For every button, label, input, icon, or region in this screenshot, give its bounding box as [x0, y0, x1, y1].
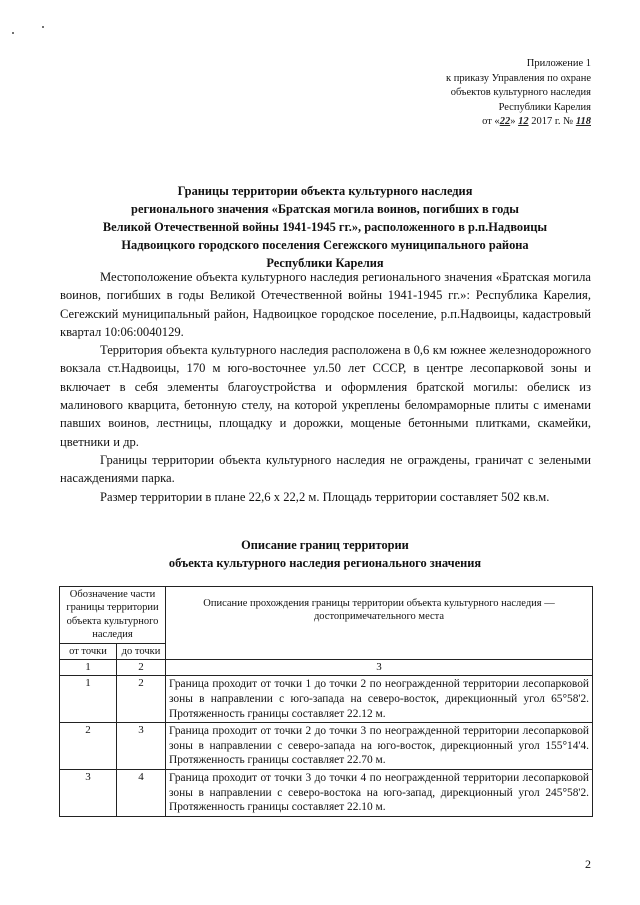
cell-to: 3 [117, 723, 166, 770]
appendix-line: Республики Карелия [498, 101, 591, 113]
handwritten-number: 118 [575, 116, 591, 127]
cell-from: 2 [60, 723, 117, 770]
section-title [60, 536, 590, 572]
table-row [60, 676, 593, 723]
section-title-line: Описание границ территории [241, 538, 409, 552]
appendix-line: Приложение 1 [526, 58, 591, 69]
section-title-line: объекта культурного наследия регионального значения [168, 556, 482, 570]
header-boundary-part: Обозначение части границы территории объекта культурного наследия [60, 587, 166, 644]
page-number: 2 [585, 857, 591, 871]
handwritten-day: 22 [499, 116, 511, 127]
table-header-row [60, 587, 593, 644]
title-line: Надвоицкого городского поселения Сегежского муниципального района [121, 238, 529, 252]
paragraph-size: Размер территории в плане 22,6 х 22,2 м. Площадь территории составляет 502 кв.м. [100, 489, 550, 504]
paragraph-borders: Границы территории объекта культурного наследия не ограждены, граничат с зелеными насаждениями парка. [60, 452, 591, 486]
table-row [60, 723, 593, 770]
header-from-point: от точки [60, 643, 117, 659]
column-number: 1 [60, 660, 117, 676]
title-line: Великой Отечественной войны 1941-1945 гг.», расположенного в р.п.Надвоицы [102, 220, 548, 234]
table-row [60, 770, 593, 817]
scan-speck [12, 32, 14, 34]
date-year: 2017 г. № [528, 116, 576, 127]
title-line: регионального значения «Братская могила воинов, погибших в годы [131, 202, 519, 216]
appendix-line: объектов культурного наследия [450, 87, 591, 98]
cell-description: Граница проходит от точки 3 до точки 4 по неогражденной территории лесопарковой зоны в направлении с северо-востока на юго-запад, дирекционный угол 245°58'2. Протяженность границы составляет 22.10 м. [166, 770, 593, 817]
date-prefix: от « [482, 116, 500, 127]
paragraph-location: Местоположение объекта культурного наследия регионального значения «Братская могила воинов, погибших в годы Великой Отечественной войны 1941-1945 гг.»: Республика Карелия, Сегежский муниципальный район, Надвоицкое городское поселение, р.п.Надвоицы, кадастровый квартал 10:06:0040129. [60, 270, 591, 339]
appendix-note [361, 57, 591, 130]
table-column-numbers [60, 660, 593, 676]
cell-from: 3 [60, 770, 117, 817]
paragraph-territory: Территория объекта культурного наследия расположена в 0,6 км южнее железнодорожного вокзала ст.Надвоицы, 170 м юго-восточнее ул.50 лет СССР, в центре лесопарковой зоны и включает в себя элементы благоустройства и оформления братской могилы: обелиск из малинового кварцита, бетонную стелу, на которой укреплены беломраморные плиты с именами павших воинов, лестницы, площадку и дорожки, мощеные бетонными плитками, скамейки, цветники и др. [60, 343, 591, 449]
title-line: Республики Карелия [266, 256, 384, 270]
header-description: Описание прохождения границы территории объекта культурного наследия — достопримечательного места [166, 587, 593, 660]
document-title [60, 182, 590, 272]
cell-to: 4 [117, 770, 166, 817]
title-line: Границы территории объекта культурного наследия [177, 184, 473, 198]
appendix-date-line [361, 115, 591, 130]
document-body [60, 268, 591, 506]
scan-speck [42, 26, 44, 28]
cell-description: Граница проходит от точки 1 до точки 2 по неогражденной территории лесопарковой зоны в направлении с юго-запада на северо-восток, дирекционный угол 65°58'2. Протяженность границы составляет 22.12 м. [166, 676, 593, 723]
appendix-line: к приказу Управления по охране [446, 72, 591, 84]
column-number: 2 [117, 660, 166, 676]
column-number: 3 [166, 660, 593, 676]
header-to-point: до точки [117, 643, 166, 659]
boundary-table [59, 586, 593, 817]
date-separator: » [510, 116, 519, 127]
handwritten-month: 12 [518, 116, 529, 127]
cell-from: 1 [60, 676, 117, 723]
cell-to: 2 [117, 676, 166, 723]
cell-description: Граница проходит от точки 2 до точки 3 по неогражденной территории лесопарковой зоны в направлении с северо-запада на юго-восток, дирекционный угол 155°14'4. Протяженность границы составляет 22.70 м. [166, 723, 593, 770]
